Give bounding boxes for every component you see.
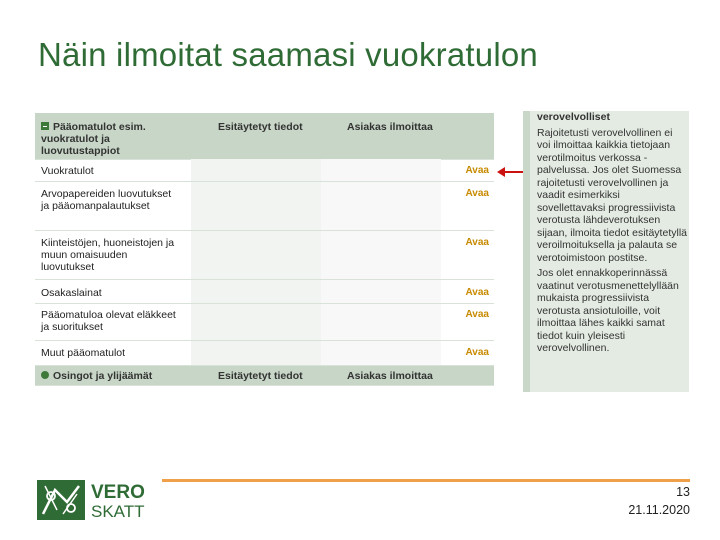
header-col1: Pääomatulot esim. vuokratulot ja luovutustappiot (41, 121, 146, 157)
table-row (35, 231, 494, 280)
page-number: 13 (676, 485, 690, 499)
row-label: Pääomatuloa olevat eläkkeet ja suoritukset (41, 309, 176, 333)
open-link-kiinteistot[interactable]: Avaa (465, 237, 489, 248)
open-link-elakkeet[interactable]: Avaa (465, 309, 489, 320)
row-label: Muut pääomatulot (41, 347, 126, 359)
logo-line2: SKATT (91, 502, 145, 520)
table-footer-header (35, 366, 494, 386)
table-row (35, 341, 494, 366)
header-col3: Asiakas ilmoittaa (347, 121, 433, 133)
row-label: Osakaslainat (41, 287, 102, 299)
vero-skatt-logo (37, 480, 155, 520)
info-paragraph-2: Jos olet ennakkoperinnässä vaatinut verotusmenettelyllään mukaista progressiivista verotusta ansiotuloille, voit ilmoittaa lähes kaikki samat tiedot kuin yleisesti verovelvollinen. (537, 267, 679, 354)
table-row (35, 304, 494, 341)
footer-col1: Osingot ja ylijäämät (53, 370, 153, 382)
income-table (35, 113, 494, 390)
footer-col3: Asiakas ilmoittaa (347, 370, 433, 382)
logo-line1: VERO (91, 482, 145, 503)
open-link-muut[interactable]: Avaa (465, 347, 489, 358)
slide-title: Näin ilmoitat saamasi vuokratulon (38, 36, 538, 73)
open-link-arvopaperit[interactable]: Avaa (465, 188, 489, 199)
table-row (35, 280, 494, 304)
row-label: Kiinteistöjen, huoneistojen ja muun omaisuuden luovutukset (41, 237, 175, 273)
row-label: Vuokratulot (41, 165, 94, 177)
table-row (35, 182, 494, 231)
footer-col2: Esitäytetyt tiedot (218, 370, 303, 382)
info-panel-heading: verovelvolliset (537, 111, 610, 123)
table-header (35, 113, 494, 160)
open-link-vuokratulot[interactable]: Avaa (465, 165, 489, 176)
info-panel (523, 111, 689, 392)
info-paragraph-1: Rajoitetusti verovelvollinen ei voi ilmoittaa kaikkia tietojaan verotilmoitus verkossa -palvelussa. Jos olet Suomessa rajoitetusti verovelvollinen ja vaadit esimerkiksi sovellettavaksi progressiivista verotusta lähdeverotuksen sijaan, ilmoita tiedot esitäytetyllä veroilmoituksella ja palauta se verotoimistoon postitse. (537, 126, 687, 264)
header-col2: Esitäytetyt tiedot (218, 121, 303, 133)
table-row (35, 159, 494, 182)
open-link-osakaslainat[interactable]: Avaa (465, 287, 489, 298)
slide-date: 21.11.2020 (628, 503, 690, 517)
accent-divider (162, 479, 690, 482)
expand-icon[interactable] (41, 371, 49, 379)
row-label: Arvopapereiden luovutukset ja pääomanpalautukset (41, 188, 172, 212)
collapse-icon[interactable] (41, 122, 49, 130)
